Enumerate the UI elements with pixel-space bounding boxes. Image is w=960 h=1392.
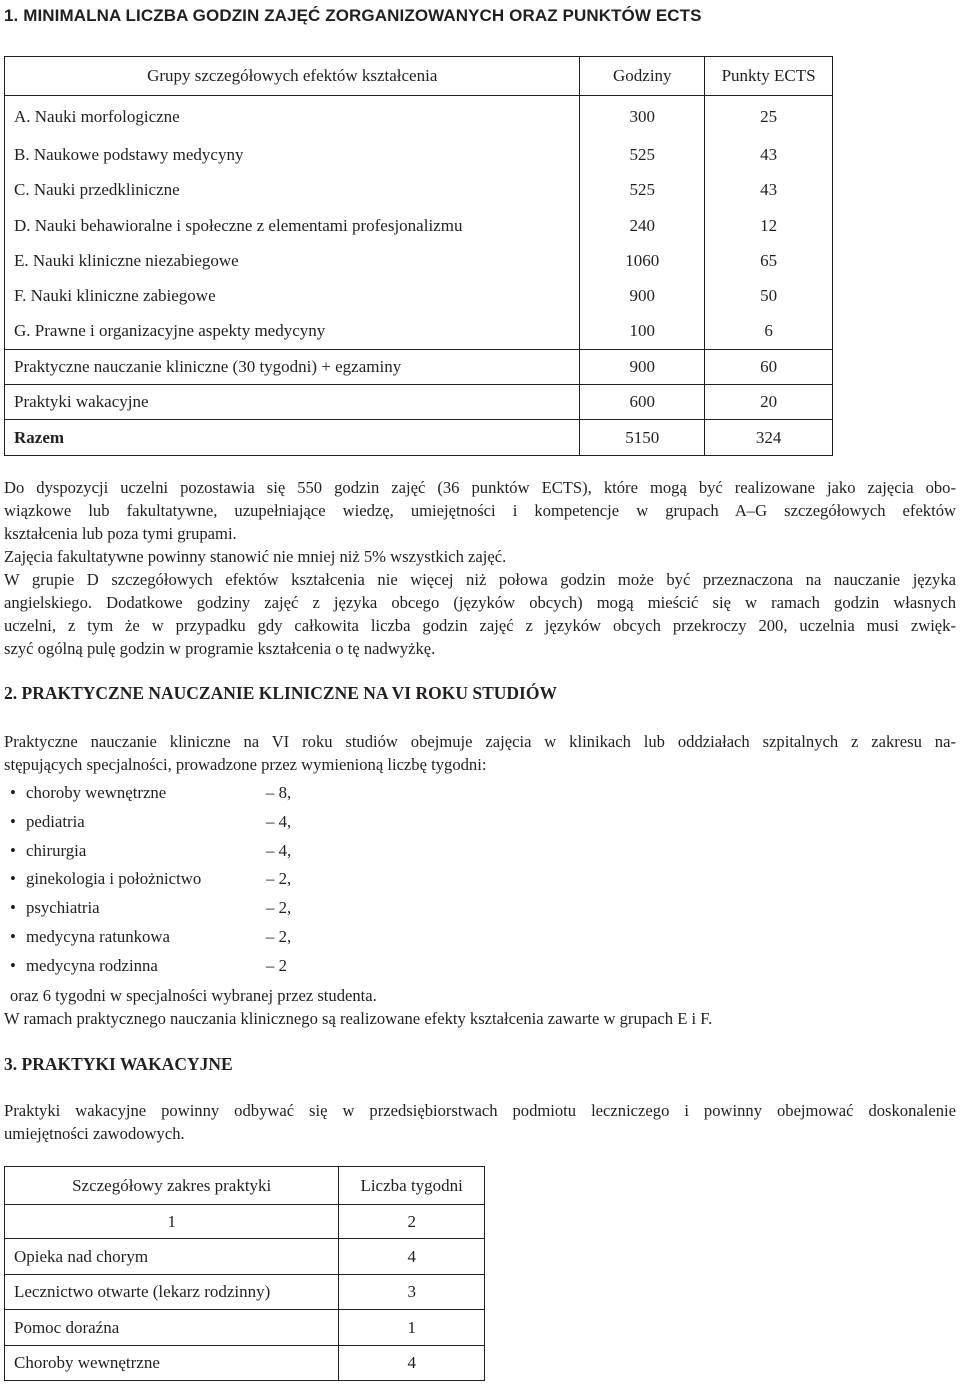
- column-number: 1: [5, 1205, 339, 1239]
- column-header-hours: Godziny: [580, 57, 705, 96]
- bullet-icon: •: [10, 869, 16, 889]
- column-header-ects: Punkty ECTS: [705, 57, 833, 96]
- list-item: [10, 927, 330, 950]
- hours-value: 300: [580, 96, 705, 138]
- column-header-weeks: Liczba tygodni: [339, 1167, 485, 1205]
- practice-table: [4, 1166, 485, 1381]
- paragraph-remaining-hours: [4, 476, 956, 660]
- table-row: [5, 1239, 485, 1275]
- group-name: E. Nauki kliniczne niezabiegowe: [5, 243, 580, 278]
- list-item: [10, 956, 330, 979]
- hours-value: 240: [580, 208, 705, 243]
- specialty-name: chirurgia: [26, 840, 87, 860]
- table-row: [5, 385, 833, 420]
- specialty-weeks: – 4,: [266, 840, 292, 860]
- section2-intro: [4, 730, 956, 776]
- specialty-name: medycyna ratunkowa: [26, 927, 170, 946]
- extra-weeks-text: oraz 6 tygodni w specjalności wybranej przez studenta.: [10, 986, 377, 1005]
- group-name: C. Nauki przedkliniczne: [5, 173, 580, 208]
- ects-value: 20: [705, 385, 833, 420]
- table-header-row: [5, 1167, 485, 1205]
- hours-value: 900: [580, 279, 705, 314]
- practice-scope: Lecznictwo otwarte (lekarz rodzinny): [5, 1274, 339, 1310]
- group-name: Praktyczne nauczanie kliniczne (30 tygodni) + egzaminy: [5, 349, 580, 384]
- specialty-name: choroby wewnętrzne: [26, 783, 167, 802]
- ects-value: 65: [705, 243, 833, 278]
- table-numbering-row: [5, 1205, 485, 1239]
- list-item: [10, 783, 330, 806]
- group-name: D. Nauki behawioralne i społeczne z elementami profesjonalizmu: [5, 208, 580, 243]
- ects-value: 12: [705, 208, 833, 243]
- hours-value: 525: [580, 173, 705, 208]
- table-row: [5, 349, 833, 384]
- total-hours: 5150: [580, 420, 705, 455]
- section2-heading: 2. PRAKTYCZNE NAUCZANIE KLINICZNE NA VI ROKU STUDIÓW: [4, 683, 557, 703]
- text-line: stępujących specjalności, prowadzone przez wymienioną liczbę tygodni:: [4, 755, 487, 774]
- bullet-icon: •: [10, 811, 16, 831]
- bullet-icon: •: [10, 783, 16, 802]
- column-header-scope: Szczegółowy zakres praktyki: [5, 1167, 339, 1205]
- hours-value: 525: [580, 138, 705, 173]
- section3-heading: 3. PRAKTYKI WAKACYJNE: [4, 1054, 233, 1074]
- specialty-weeks: – 2,: [266, 927, 292, 946]
- text-line: kształcenia lub poza tymi grupami.: [4, 524, 237, 543]
- total-ects: 324: [705, 420, 833, 455]
- group-name: B. Naukowe podstawy medycyny: [5, 138, 580, 173]
- table-row: [5, 243, 833, 278]
- table-row: [5, 1310, 485, 1346]
- text-line: uczelni, z tym że w przypadku gdy całkowita liczba godzin zajęć z języków obcych przekroczy 200, uczelnia musi zwięk-: [4, 616, 956, 635]
- hours-value: 100: [580, 314, 705, 349]
- section2-closing: W ramach praktycznego nauczania klinicznego są realizowane efekty kształcenia zawarte w grupach E i F.: [4, 1009, 713, 1028]
- practice-scope: Opieka nad chorym: [5, 1239, 339, 1275]
- ects-value: 43: [705, 138, 833, 173]
- text-line: Do dyspozycji uczelni pozostawia się 550 godzin zajęć (36 punktów ECTS), które mogą być realizowane jako zajęcia obo-: [4, 478, 956, 497]
- list-item: [10, 898, 330, 921]
- total-row: [5, 420, 833, 455]
- text-line: Praktyki wakacyjne powinny odbywać się w przedsiębiorstwach podmiotu leczniczego i powinny obejmować doskonalenie: [4, 1101, 956, 1120]
- section3-intro: [4, 1099, 956, 1145]
- column-number: 2: [339, 1205, 485, 1239]
- specialty-weeks: – 8,: [266, 783, 292, 802]
- group-name: Praktyki wakacyjne: [5, 385, 580, 420]
- ects-value: 43: [705, 173, 833, 208]
- practice-weeks: 4: [339, 1345, 485, 1381]
- column-header-groups: Grupy szczegółowych efektów kształcenia: [5, 57, 580, 96]
- table-row: [5, 208, 833, 243]
- bullet-icon: •: [10, 927, 16, 946]
- specialty-name: pediatria: [26, 811, 85, 831]
- table-row: [5, 96, 833, 138]
- table-row: [5, 1345, 485, 1381]
- table-row: [5, 138, 833, 173]
- section1-heading: 1. MINIMALNA LICZBA GODZIN ZAJĘĆ ZORGANIZOWANYCH ORAZ PUNKTÓW ECTS: [4, 6, 702, 25]
- practice-weeks: 1: [339, 1310, 485, 1346]
- table-header-row: [5, 57, 833, 96]
- specialty-name: psychiatria: [26, 898, 100, 918]
- specialty-weeks: – 2: [266, 955, 287, 975]
- ects-value: 50: [705, 279, 833, 314]
- specialty-name: ginekologia i położnictwo: [26, 869, 202, 889]
- specialty-name: medycyna rodzinna: [26, 955, 158, 975]
- text-line: angielskiego. Dodatkowe godziny zajęć z języka obcego (języków obcych) mogą mieścić się w ramach godzin własnych: [4, 593, 956, 612]
- specialty-weeks: – 4,: [266, 811, 292, 831]
- ects-value: 60: [705, 349, 833, 384]
- table-row: [5, 1274, 485, 1310]
- ects-value: 25: [705, 96, 833, 138]
- table-row: [5, 279, 833, 314]
- list-item: [10, 841, 330, 864]
- ects-value: 6: [705, 314, 833, 349]
- group-name: F. Nauki kliniczne zabiegowe: [5, 279, 580, 314]
- hours-ects-table: [4, 56, 833, 456]
- hours-value: 900: [580, 349, 705, 384]
- practice-weeks: 3: [339, 1274, 485, 1310]
- paragraph-elective: Zajęcia fakultatywne powinny stanowić nie mniej niż 5% wszystkich zajęć.: [4, 547, 507, 566]
- text-line: umiejętności zawodowych.: [4, 1124, 185, 1143]
- bullet-icon: •: [10, 840, 16, 860]
- specialty-weeks: – 2,: [266, 898, 292, 918]
- table-row: [5, 314, 833, 349]
- text-line: W grupie D szczegółowych efektów kształcenia nie więcej niż połowa godzin może być przeznaczona na nauczanie języka: [4, 570, 956, 589]
- practice-scope: Pomoc doraźna: [5, 1310, 339, 1346]
- practice-weeks: 4: [339, 1239, 485, 1275]
- text-line: szyć ogólną pulę godzin w programie kształcenia o tę nadwyżkę.: [4, 639, 436, 658]
- hours-value: 600: [580, 385, 705, 420]
- list-item: [10, 869, 330, 892]
- text-line: Praktyczne nauczanie kliniczne na VI roku studiów obejmuje zajęcia w klinikach lub oddziałach szpitalnych z zakresu na-: [4, 732, 956, 751]
- group-name: A. Nauki morfologiczne: [5, 96, 580, 138]
- bullet-icon: •: [10, 898, 16, 918]
- list-item: [10, 812, 330, 835]
- specialty-weeks: – 2,: [266, 869, 292, 889]
- bullet-icon: •: [10, 955, 16, 975]
- practice-scope: Choroby wewnętrzne: [5, 1345, 339, 1381]
- text-line: wiązkowe lub fakultatywne, uzupełniające wiedzę, umiejętności i kompetencje w grupach A–G szczegółowych efektów: [4, 501, 956, 520]
- table-row: [5, 173, 833, 208]
- total-label: Razem: [5, 420, 580, 455]
- hours-value: 1060: [580, 243, 705, 278]
- group-name: G. Prawne i organizacyjne aspekty medycyny: [5, 314, 580, 349]
